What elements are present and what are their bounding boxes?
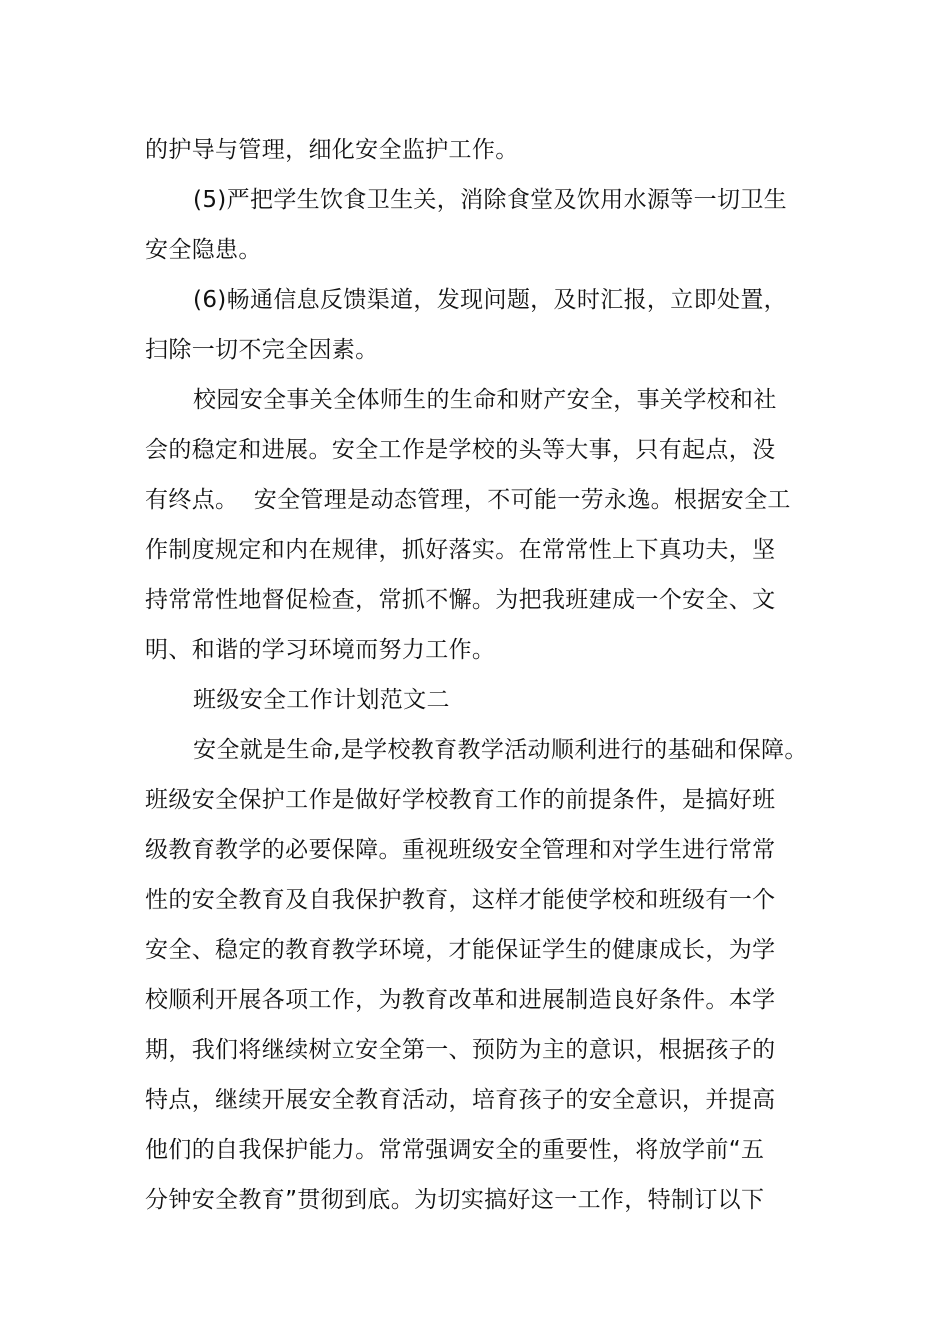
text-line: 校顺利开展各项工作，为教育改革和进展制造良好条件。本学 xyxy=(145,987,776,1013)
text-line: 明、和谐的学习环境而努力工作。 xyxy=(145,637,496,663)
text-line: 安全就是生命,是学校教育教学活动顺利进行的基础和保障。 xyxy=(193,737,808,763)
text-line: 分钟安全教育”贯彻到底。为切实搞好这一工作，特制订以下 xyxy=(145,1187,765,1213)
text-line: 安全隐患。 xyxy=(145,237,262,263)
text-line: 会的稳定和进展。安全工作是学校的头等大事，只有起点，没 xyxy=(145,437,776,463)
text-line: (5)严把学生饮食卫生关，消除食堂及饮用水源等一切卫生 xyxy=(193,187,788,213)
text-line: 作制度规定和内在规律，抓好落实。在常常性上下真功夫，坚 xyxy=(145,537,776,563)
section-heading: 班级安全工作计划范文二 xyxy=(193,687,450,713)
text-line: 特点，继续开展安全教育活动，培育孩子的安全意识，并提高 xyxy=(145,1087,776,1113)
text-line: (6)畅通信息反馈渠道，发现问题，及时汇报，立即处置， xyxy=(193,287,788,313)
text-line: 扫除一切不完全因素。 xyxy=(145,337,379,363)
text-line: 的护导与管理，细化安全监护工作。 xyxy=(145,137,519,163)
text-line: 性的安全教育及自我保护教育，这样才能使学校和班级有一个 xyxy=(145,887,776,913)
text-line: 班级安全保护工作是做好学校教育工作的前提条件，是搞好班 xyxy=(145,787,776,813)
text-line: 级教育教学的必要保障。重视班级安全管理和对学生进行常常 xyxy=(145,837,776,863)
text-line: 期，我们将继续树立安全第一、预防为主的意识，根据孩子的 xyxy=(145,1037,776,1063)
text-line: 安全、稳定的教育教学环境，才能保证学生的健康成长，为学 xyxy=(145,937,776,963)
text-line: 校园安全事关全体师生的生命和财产安全，事关学校和社 xyxy=(193,387,777,413)
text-line: 有终点。 安全管理是动态管理，不可能一劳永逸。根据安全工 xyxy=(145,487,791,513)
text-line: 他们的自我保护能力。常常强调安全的重要性，将放学前“五 xyxy=(145,1137,765,1163)
text-line: 持常常性地督促检查，常抓不懈。为把我班建成一个安全、文 xyxy=(145,587,776,613)
